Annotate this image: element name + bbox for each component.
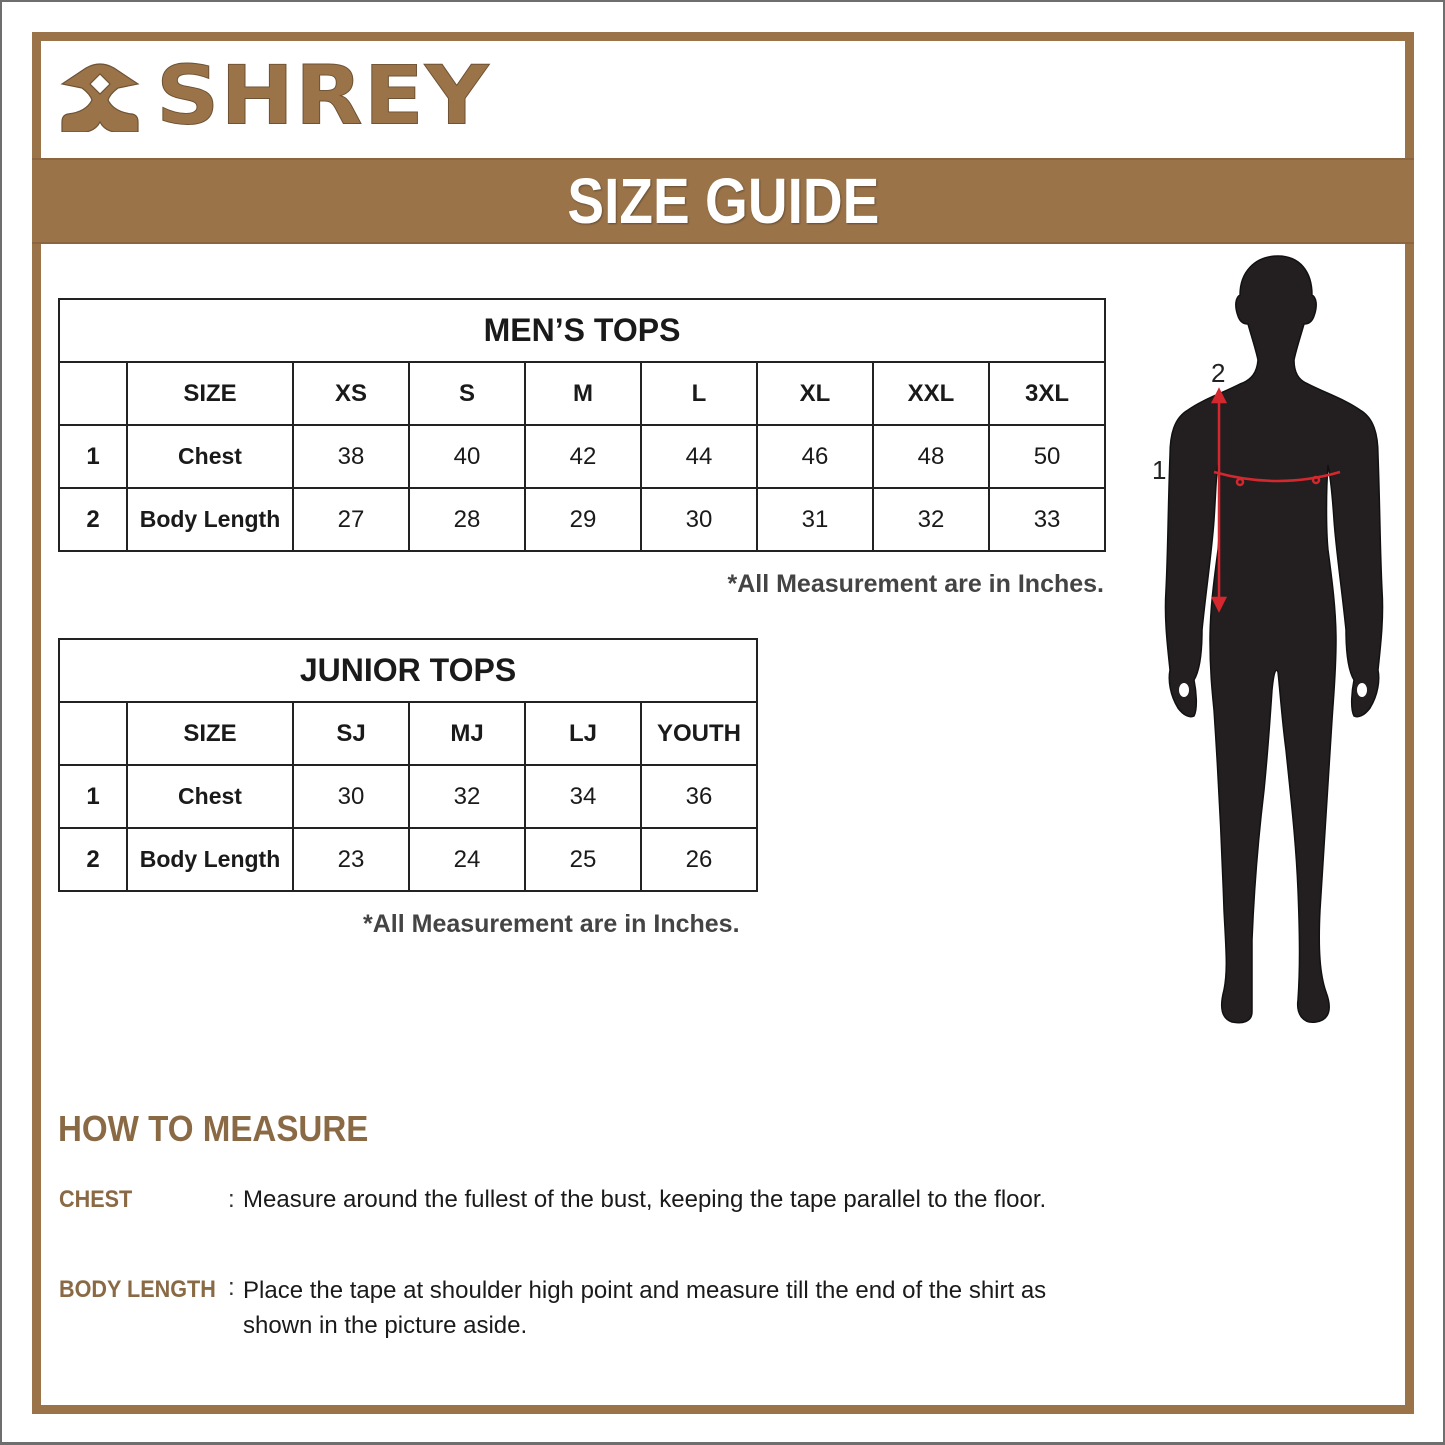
- row-number: 2: [59, 828, 127, 891]
- table-caption-row: [59, 639, 757, 702]
- table-header-row: [59, 362, 1105, 425]
- mens-measurement-note: *All Measurement are in Inches.: [727, 570, 1104, 598]
- chest-term: CHEST: [59, 1186, 133, 1213]
- title-band: [32, 158, 1414, 244]
- table-caption: MEN’S TOPS: [59, 299, 1105, 362]
- how-to-measure-title: HOW TO MEASURE: [58, 1108, 369, 1149]
- table-caption: JUNIOR TOPS: [59, 639, 757, 702]
- empty-header-cell: [59, 362, 127, 425]
- chest-description: Measure around the fullest of the bust, keeping the tape parallel to the floor.: [243, 1186, 1047, 1213]
- table-cell: 34: [525, 765, 641, 828]
- table-cell: 24: [409, 828, 525, 891]
- size-header: SIZE: [127, 362, 293, 425]
- junior-measurement-note: *All Measurement are in Inches.: [363, 910, 740, 938]
- body-length-description-line1: Place the tape at shoulder high point and measure till the end of the shirt as: [243, 1277, 1047, 1304]
- table-cell: 42: [525, 425, 641, 488]
- table-row: [59, 828, 757, 891]
- table-cell: 30: [293, 765, 409, 828]
- table-caption-row: [59, 299, 1105, 362]
- table-cell: 31: [757, 488, 873, 551]
- mens-tops-table: [58, 298, 1106, 552]
- size-column-header: S: [409, 362, 525, 425]
- table-row: [59, 425, 1105, 488]
- human-silhouette-icon: [1140, 250, 1400, 1040]
- table-cell: 36: [641, 765, 757, 828]
- table-cell: 33: [989, 488, 1105, 551]
- brand-logo: [58, 48, 490, 143]
- size-column-header: L: [641, 362, 757, 425]
- size-column-header: YOUTH: [641, 702, 757, 765]
- table-cell: 32: [409, 765, 525, 828]
- table-cell: 23: [293, 828, 409, 891]
- size-column-header: XS: [293, 362, 409, 425]
- size-column-header: SJ: [293, 702, 409, 765]
- figure-label-2: 2: [1211, 358, 1226, 388]
- row-label: Body Length: [127, 828, 293, 891]
- measurement-figure: [1140, 250, 1400, 1040]
- size-column-header: 3XL: [989, 362, 1105, 425]
- brand-name: SHREY: [156, 48, 490, 143]
- size-header: SIZE: [127, 702, 293, 765]
- row-label: Chest: [127, 425, 293, 488]
- size-column-header: M: [525, 362, 641, 425]
- table-cell: 26: [641, 828, 757, 891]
- table-cell: 48: [873, 425, 989, 488]
- row-number: 1: [59, 425, 127, 488]
- table-cell: 25: [525, 828, 641, 891]
- table-cell: 32: [873, 488, 989, 551]
- table-cell: 38: [293, 425, 409, 488]
- row-number: 1: [59, 765, 127, 828]
- junior-tops-table: [58, 638, 758, 892]
- table-header-row: [59, 702, 757, 765]
- shrey-emblem-icon: [58, 60, 142, 132]
- table-cell: 50: [989, 425, 1105, 488]
- size-column-header: XL: [757, 362, 873, 425]
- row-label: Body Length: [127, 488, 293, 551]
- row-label: Chest: [127, 765, 293, 828]
- table-cell: 29: [525, 488, 641, 551]
- table-cell: 40: [409, 425, 525, 488]
- table-cell: 44: [641, 425, 757, 488]
- table-cell: 27: [293, 488, 409, 551]
- size-column-header: LJ: [525, 702, 641, 765]
- row-number: 2: [59, 488, 127, 551]
- empty-header-cell: [59, 702, 127, 765]
- table-cell: 28: [409, 488, 525, 551]
- body-length-colon: :: [228, 1274, 235, 1301]
- table-row: [59, 488, 1105, 551]
- size-column-header: XXL: [873, 362, 989, 425]
- size-column-header: MJ: [409, 702, 525, 765]
- table-cell: 46: [757, 425, 873, 488]
- figure-label-1: 1: [1152, 455, 1167, 485]
- body-length-description-line2: shown in the picture aside.: [243, 1312, 528, 1339]
- table-row: [59, 765, 757, 828]
- page-title: SIZE GUIDE: [567, 165, 879, 237]
- table-cell: 30: [641, 488, 757, 551]
- body-length-term: BODY LENGTH: [59, 1276, 216, 1303]
- chest-colon: :: [228, 1186, 235, 1213]
